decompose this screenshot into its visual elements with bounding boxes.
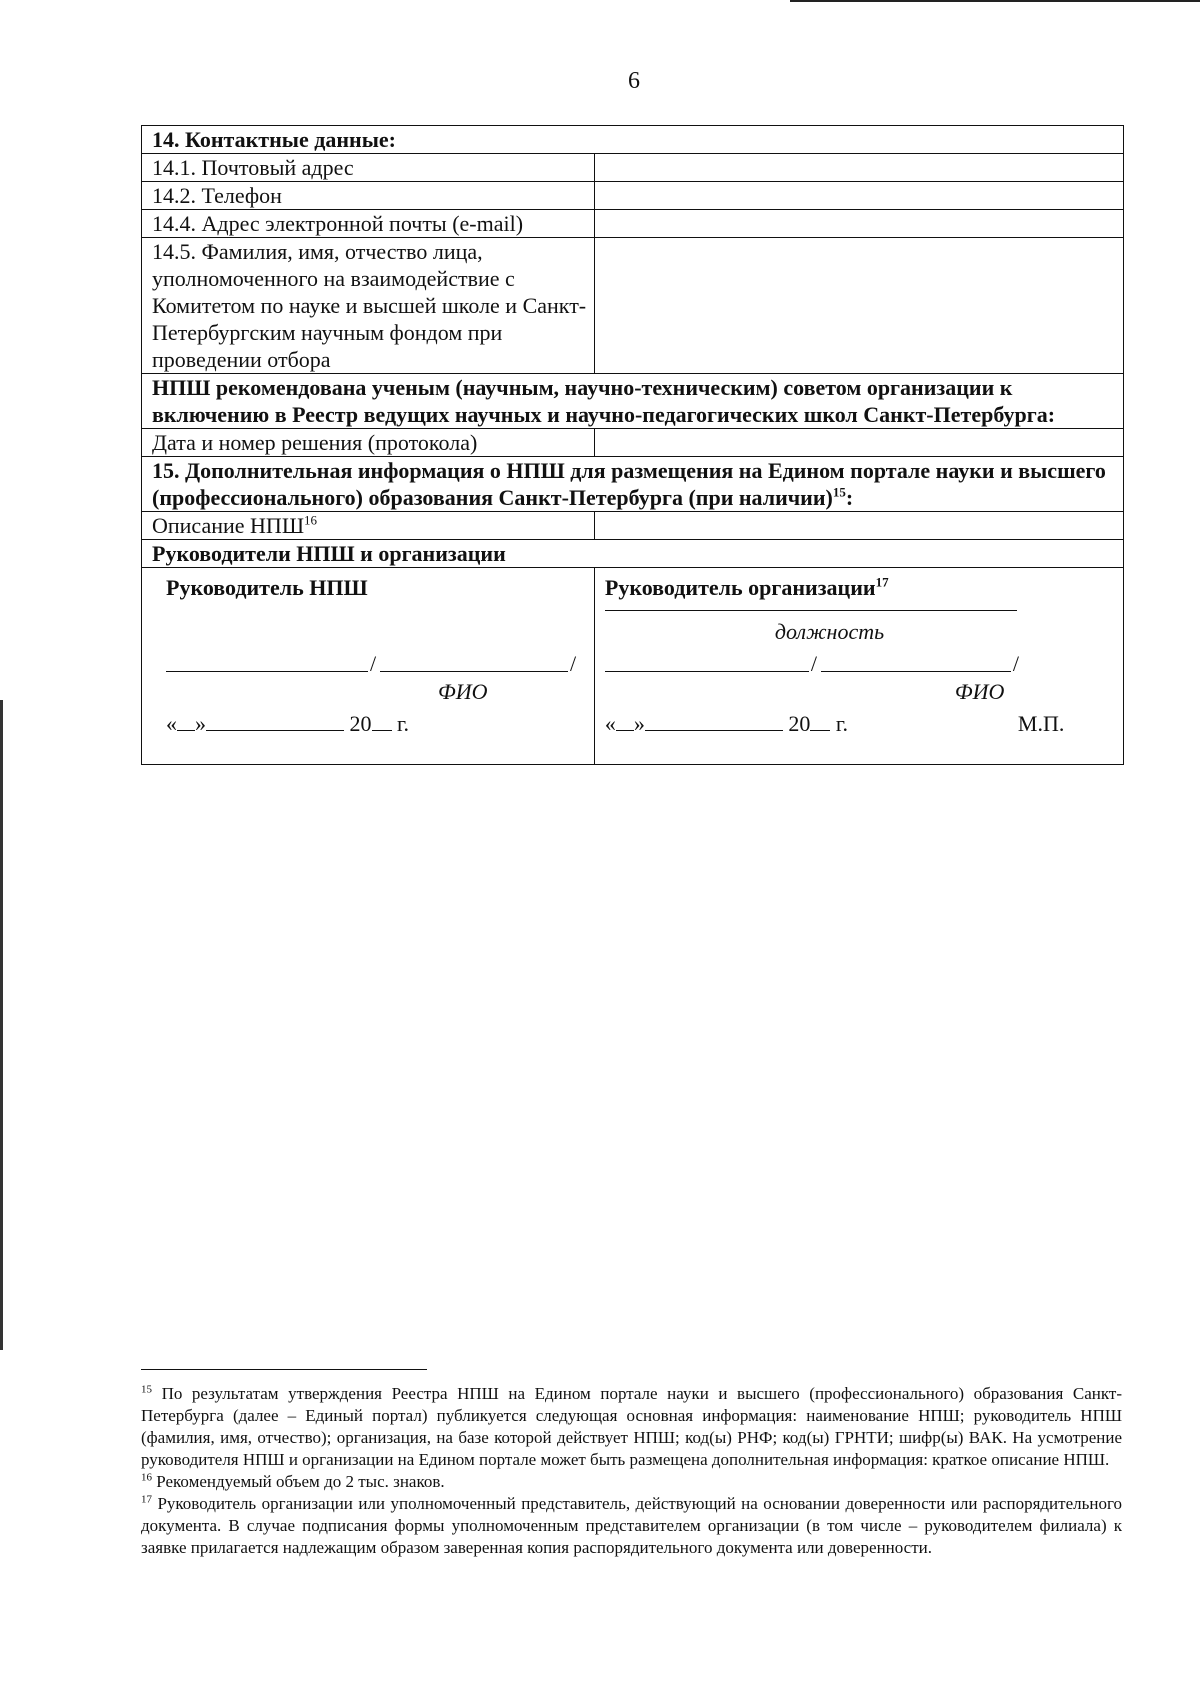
- footnote-17: [141, 1493, 1122, 1559]
- contacts-header-row: [142, 126, 1124, 154]
- postal-address-row: [142, 154, 1124, 182]
- additional-header-text: 15. Дополнительная информация о НПШ для размещения на Едином портале науки и высшего (профессионального) образования Санкт-Петербурга (при наличии): [152, 458, 1106, 510]
- npsh-head-year-prefix: 20: [349, 711, 372, 736]
- org-head-title-text: Руководитель организации: [604, 575, 876, 600]
- npsh-head-signature-block: [142, 568, 595, 765]
- org-head-year-blank: [810, 710, 830, 731]
- org-head-month-blank: [645, 710, 783, 731]
- npsh-head-year-suffix: г.: [397, 711, 410, 736]
- leaders-header-row: [142, 540, 1124, 568]
- email-label: 14.4. Адрес электронной почты (e-mail): [142, 210, 595, 238]
- footnote-15-text: По результатам утверждения Реестра НПШ на Едином портале науки и высшего (профессионального) образования Санкт-Петербурга (далее – Единый портал) публикуется следующая основная информация: наименование НПШ; руководитель НПШ (фамилия, имя, отчество); организация, на базе которой действует НПШ; код(ы) РНФ; код(ы) ГРНТИ; шифр(ы) ВАК. На усмотрение руководителя НПШ и организации на Едином портале может быть размещена дополнительная информация: краткое описание НПШ.: [141, 1384, 1122, 1469]
- org-head-slash-2: /: [1012, 651, 1020, 676]
- npsh-head-date-line[interactable]: [166, 710, 409, 737]
- phone-row: [142, 182, 1124, 210]
- footnote-16-number: 16: [141, 1471, 152, 1484]
- council-header: НПШ рекомендована ученым (научным, научно-техническим) советом организации к включению в Реестр ведущих научных и научно-педагогических школ Санкт-Петербурга:: [142, 374, 1124, 429]
- npsh-head-name-blank: [380, 671, 568, 672]
- npsh-head-fio-label: ФИО: [438, 679, 488, 704]
- decision-field[interactable]: [594, 429, 1123, 457]
- org-head-title: [605, 574, 889, 601]
- footnote-ref-17: 17: [875, 574, 889, 590]
- scan-top-edge: [790, 0, 1200, 2]
- application-form-table: [141, 125, 1124, 765]
- footnote-17-text: Руководитель организации или уполномоченный представитель, действующий на основании доверенности или распорядительного документа. В случае подписания формы уполномоченным представителем организации (в том числе – руководителем филиала) к заявке прилагается надлежащим образом заверенная копия распорядительного документа или доверенности.: [141, 1494, 1122, 1557]
- org-head-signature-line[interactable]: [605, 650, 1020, 676]
- contact-person-row: [142, 238, 1124, 374]
- additional-header-row: [142, 457, 1124, 512]
- footnote-17-number: 17: [141, 1493, 152, 1506]
- org-head-signature-block: [594, 568, 1123, 765]
- description-label-text: Описание НПШ: [152, 513, 305, 538]
- npsh-head-signature-line[interactable]: [166, 650, 577, 676]
- contact-person-field[interactable]: [594, 238, 1123, 374]
- footnote-15-number: 15: [141, 1383, 152, 1396]
- additional-header-colon: :: [845, 485, 854, 510]
- npsh-head-quote-open: «: [166, 711, 177, 736]
- org-head-name-blank: [821, 671, 1011, 672]
- npsh-head-quote-close: »: [195, 711, 206, 736]
- footnote-ref-16: 16: [304, 512, 318, 528]
- org-head-position-blank[interactable]: [605, 610, 1017, 611]
- org-head-quote-open: «: [604, 711, 616, 736]
- org-head-fio-label: ФИО: [954, 679, 1005, 704]
- footnote-16: [141, 1471, 1122, 1493]
- page-number: 6: [628, 68, 640, 94]
- org-head-day-blank: [616, 710, 634, 731]
- org-head-quote-close: »: [633, 711, 645, 736]
- npsh-head-month-blank: [206, 710, 344, 731]
- signatures-row: [142, 568, 1124, 765]
- footnotes: [141, 1383, 1122, 1559]
- phone-field[interactable]: [594, 182, 1123, 210]
- npsh-head-day-blank: [177, 710, 195, 731]
- org-head-year-suffix: г.: [835, 711, 848, 736]
- footnote-separator: [141, 1369, 427, 1370]
- description-label: [142, 512, 595, 540]
- postal-address-field[interactable]: [594, 154, 1123, 182]
- footnote-15: [141, 1383, 1122, 1471]
- npsh-head-slash-2: /: [570, 651, 577, 676]
- leaders-header: Руководители НПШ и организации: [142, 540, 1124, 568]
- npsh-head-slash-1: /: [370, 651, 377, 676]
- org-head-year-prefix: 20: [788, 711, 811, 736]
- contact-person-label: 14.5. Фамилия, имя, отчество лица, уполномоченного на взаимодействие с Комитетом по науке и высшей школе и Санкт-Петербургским научным фондом при проведении отбора: [142, 238, 595, 374]
- phone-label: 14.2. Телефон: [142, 182, 595, 210]
- email-field[interactable]: [594, 210, 1123, 238]
- npsh-head-year-blank: [372, 710, 392, 731]
- stamp-placeholder: М.П.: [1017, 711, 1065, 736]
- npsh-head-title: Руководитель НПШ: [166, 575, 368, 600]
- email-row: [142, 210, 1124, 238]
- description-row: [142, 512, 1124, 540]
- decision-row: [142, 429, 1124, 457]
- org-head-position-label: должность: [774, 619, 885, 644]
- council-header-row: [142, 374, 1124, 429]
- decision-label: Дата и номер решения (протокола): [142, 429, 595, 457]
- scan-left-edge: [0, 700, 3, 1350]
- postal-address-label: 14.1. Почтовый адрес: [142, 154, 595, 182]
- footnote-16-text: Рекомендуемый объем до 2 тыс. знаков.: [156, 1472, 445, 1491]
- additional-header: [142, 457, 1124, 512]
- org-head-date-line[interactable]: [605, 710, 848, 737]
- org-head-signature-blank: [605, 671, 809, 672]
- description-field[interactable]: [594, 512, 1123, 540]
- org-head-slash-1: /: [810, 651, 818, 676]
- contacts-header: 14. Контактные данные:: [142, 126, 1124, 154]
- npsh-head-signature-blank: [166, 671, 368, 672]
- footnote-ref-15: 15: [832, 484, 846, 500]
